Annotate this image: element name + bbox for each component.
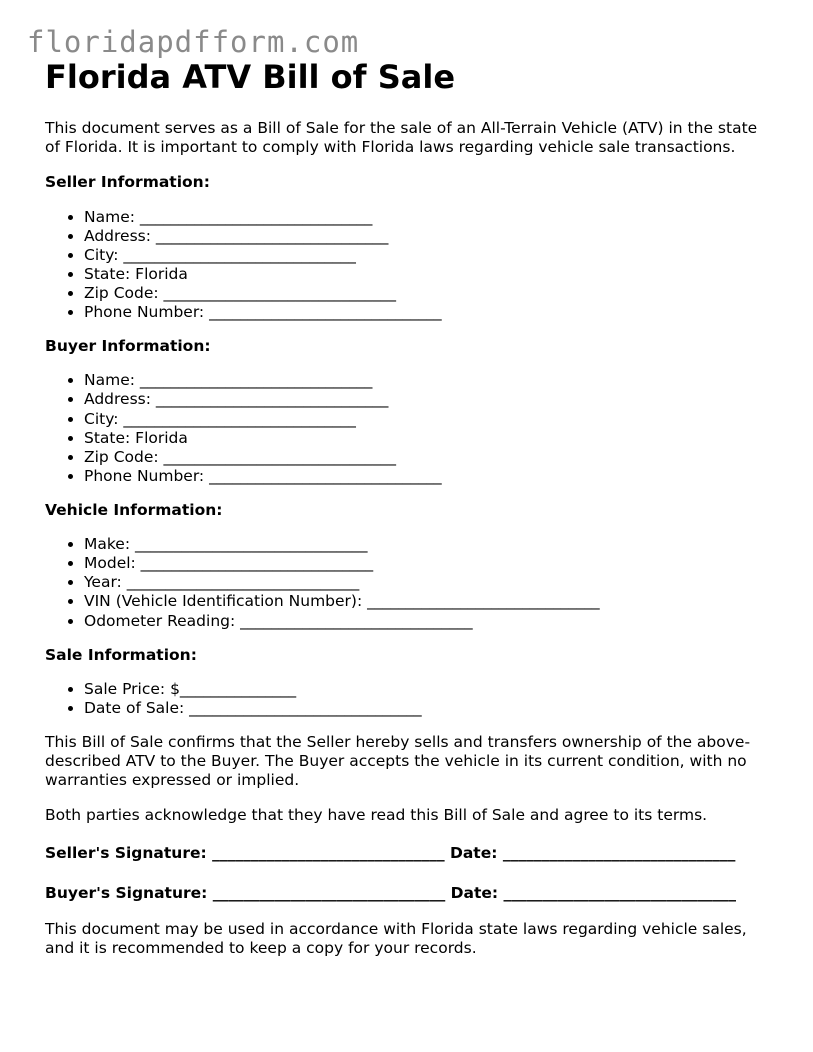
transfer-paragraph: This Bill of Sale confirms that the Seller hereby sells and transfers ownership of the above-described ATV to the Buyer. The Buyer accepts the vehicle in its current condition, with no warranties expressed or implied. xyxy=(45,733,751,790)
document-title: Florida ATV Bill of Sale xyxy=(45,58,456,96)
buyer-name-field: • Name: ______________________________ xyxy=(84,371,775,390)
seller-address-field: • Address: ______________________________ xyxy=(84,227,775,246)
vehicle-info-list xyxy=(45,535,775,630)
buyer-state-field: • State: Florida xyxy=(84,429,775,448)
vehicle-year-field: • Year: ______________________________ xyxy=(84,573,775,592)
sale-date-field: • Date of Sale: ______________________________ xyxy=(84,699,775,718)
seller-city-field: • City: ______________________________ xyxy=(84,246,775,265)
vehicle-vin-field: • VIN (Vehicle Identification Number): ______________________________ xyxy=(84,592,775,611)
buyer-phone-field: • Phone Number: ______________________________ xyxy=(84,467,775,486)
seller-info-list xyxy=(45,208,775,323)
buyer-zip-field: • Zip Code: ______________________________ xyxy=(84,448,775,467)
seller-zip-field: • Zip Code: ______________________________ xyxy=(84,284,775,303)
seller-signature-line: Seller's Signature: ______________________________ Date: ______________________________ xyxy=(45,843,736,862)
acknowledge-paragraph: Both parties acknowledge that they have read this Bill of Sale and agree to its terms. xyxy=(45,805,708,824)
buyer-info-list xyxy=(45,371,775,486)
footer-paragraph: This document may be used in accordance with Florida state laws regarding vehicle sales, and it is recommended to keep a copy for your records. xyxy=(45,919,747,958)
vehicle-section-heading: Vehicle Information: xyxy=(45,500,223,519)
vehicle-make-field: • Make: ______________________________ xyxy=(84,535,775,554)
seller-section-heading: Seller Information: xyxy=(45,173,210,192)
sale-price-field: • Sale Price: $_______________ xyxy=(84,680,775,699)
watermark-text: floridapdfform.com xyxy=(27,25,360,59)
seller-state-field: • State: Florida xyxy=(84,265,775,284)
vehicle-odometer-field: • Odometer Reading: ______________________________ xyxy=(84,612,775,631)
buyer-section-heading: Buyer Information: xyxy=(45,337,211,356)
buyer-signature-line: Buyer's Signature: ______________________________ Date: ______________________________ xyxy=(45,883,736,902)
sale-info-list xyxy=(45,680,775,718)
document-body xyxy=(45,56,775,973)
seller-name-field: • Name: ______________________________ xyxy=(84,208,775,227)
buyer-city-field: • City: ______________________________ xyxy=(84,410,775,429)
intro-paragraph: This document serves as a Bill of Sale for the sale of an All-Terrain Vehicle (ATV) in the state of Florida. It is important to comply with Florida laws regarding vehicle sale transactions. xyxy=(45,119,758,157)
seller-phone-field: • Phone Number: ______________________________ xyxy=(84,303,775,322)
buyer-address-field: • Address: ______________________________ xyxy=(84,390,775,409)
sale-section-heading: Sale Information: xyxy=(45,645,197,664)
vehicle-model-field: • Model: ______________________________ xyxy=(84,554,775,573)
